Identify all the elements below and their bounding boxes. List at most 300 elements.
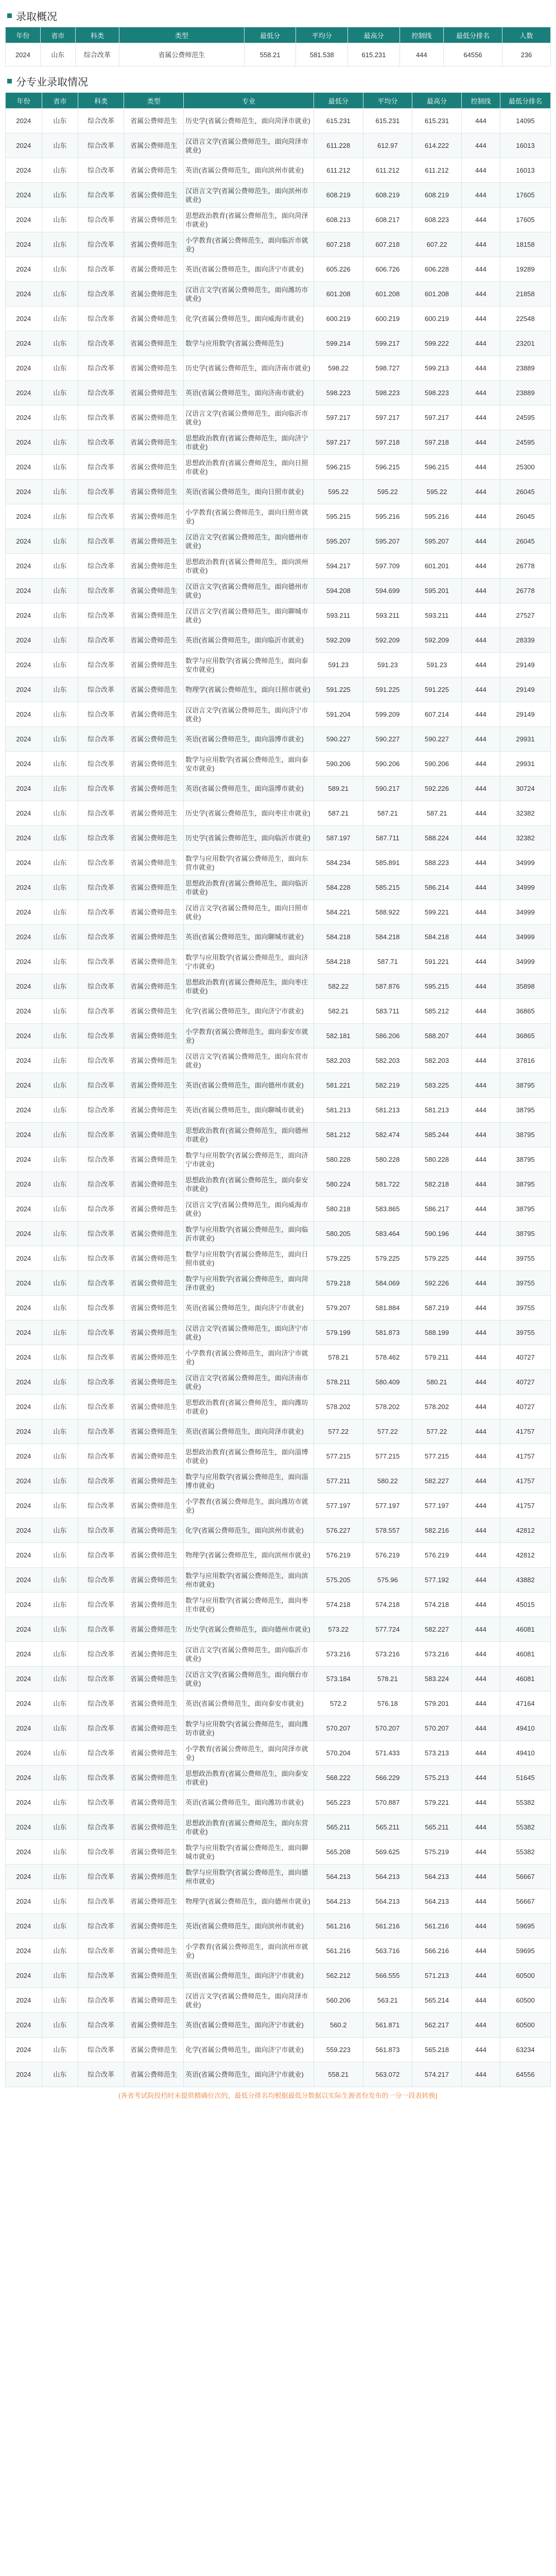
major-cell: 2024 bbox=[6, 455, 42, 480]
major-cell: 数学与应用数学(省属公费师范生，面向日照市就业) bbox=[184, 1246, 314, 1271]
major-cell: 山东 bbox=[42, 356, 78, 381]
major-cell: 587.711 bbox=[363, 826, 412, 851]
major-cell: 山东 bbox=[42, 1865, 78, 1889]
major-cell: 591.225 bbox=[314, 677, 363, 702]
major-cell: 444 bbox=[461, 480, 500, 504]
major-cell: 山东 bbox=[42, 554, 78, 579]
major-cell: 444 bbox=[461, 1370, 500, 1395]
major-cell: 省属公费师范生 bbox=[124, 900, 184, 925]
major-cell: 综合改革 bbox=[78, 2013, 124, 2038]
major-cell: 611.228 bbox=[314, 133, 363, 158]
major-cell: 综合改革 bbox=[78, 1469, 124, 1494]
major-cell: 综合改革 bbox=[78, 950, 124, 974]
major-cell: 综合改革 bbox=[78, 455, 124, 480]
major-cell: 综合改革 bbox=[78, 752, 124, 776]
major-cell: 592.226 bbox=[412, 1271, 462, 1296]
major-cell: 579.225 bbox=[314, 1246, 363, 1271]
major-cell: 444 bbox=[461, 109, 500, 133]
major-cell: 省属公费师范生 bbox=[124, 603, 184, 628]
major-cell: 444 bbox=[461, 826, 500, 851]
major-cell: 575.205 bbox=[314, 1568, 363, 1592]
major-cell: 597.709 bbox=[363, 554, 412, 579]
major-cell: 444 bbox=[461, 1889, 500, 1914]
major-cell: 583.225 bbox=[412, 1073, 462, 1098]
major-cell: 省属公费师范生 bbox=[124, 1889, 184, 1914]
major-cell: 历史学(省属公费师范生，面向临沂市就业) bbox=[184, 826, 314, 851]
major-cell: 584.234 bbox=[314, 851, 363, 875]
table-row bbox=[6, 1271, 551, 1296]
major-cell: 590.227 bbox=[314, 727, 363, 752]
table-row bbox=[6, 1617, 551, 1642]
major-cell: 2024 bbox=[6, 999, 42, 1024]
major-cell: 580.228 bbox=[363, 1147, 412, 1172]
major-cell: 2024 bbox=[6, 1395, 42, 1419]
major-cell: 36865 bbox=[500, 1024, 550, 1048]
major-cell: 英语(省属公费师范生，面向济宁市就业) bbox=[184, 1296, 314, 1320]
major-cell: 省属公费师范生 bbox=[124, 1345, 184, 1370]
major-cell: 595.216 bbox=[412, 504, 462, 529]
major-cell: 汉语言文学(省属公费师范生，面向东营市就业) bbox=[184, 1048, 314, 1073]
major-cell: 595.207 bbox=[363, 529, 412, 554]
major-cell: 山东 bbox=[42, 1568, 78, 1592]
major-cell: 山东 bbox=[42, 925, 78, 950]
major-cell: 山东 bbox=[42, 133, 78, 158]
major-cell: 580.205 bbox=[314, 1222, 363, 1246]
major-cell: 汉语言文学(省属公费师范生，面向烟台市就业) bbox=[184, 1667, 314, 1691]
major-cell: 山东 bbox=[42, 1840, 78, 1865]
major-cell: 586.214 bbox=[412, 875, 462, 900]
major-cell: 山东 bbox=[42, 1320, 78, 1345]
table-row bbox=[6, 1741, 551, 1766]
major-cell: 30724 bbox=[500, 776, 550, 801]
major-cell: 山东 bbox=[42, 851, 78, 875]
major-cell: 560.206 bbox=[314, 1988, 363, 2013]
major-header-cell: 省市 bbox=[42, 93, 78, 109]
major-cell: 41757 bbox=[500, 1419, 550, 1444]
major-cell: 444 bbox=[461, 405, 500, 430]
major-cell: 579.225 bbox=[363, 1246, 412, 1271]
major-cell: 山东 bbox=[42, 653, 78, 677]
major-cell: 山东 bbox=[42, 1617, 78, 1642]
major-cell: 2024 bbox=[6, 1024, 42, 1048]
major-cell: 579.201 bbox=[412, 1691, 462, 1716]
table-row bbox=[6, 925, 551, 950]
major-cell: 汉语言文学(省属公费师范生，面向潍坊市就业) bbox=[184, 282, 314, 307]
major-cell: 汉语言文学(省属公费师范生，面向济宁市就业) bbox=[184, 702, 314, 727]
major-cell: 综合改革 bbox=[78, 1048, 124, 1073]
major-cell: 2024 bbox=[6, 925, 42, 950]
major-cell: 578.462 bbox=[363, 1345, 412, 1370]
major-cell: 594.217 bbox=[314, 554, 363, 579]
major-cell: 综合改革 bbox=[78, 900, 124, 925]
major-cell: 580.22 bbox=[363, 1469, 412, 1494]
major-cell: 588.207 bbox=[412, 1024, 462, 1048]
major-cell: 综合改革 bbox=[78, 1963, 124, 1988]
major-cell: 570.207 bbox=[314, 1716, 363, 1741]
major-cell: 38795 bbox=[500, 1147, 550, 1172]
major-cell: 历史学(省属公费师范生，面向德州市就业) bbox=[184, 1617, 314, 1642]
major-cell: 14095 bbox=[500, 109, 550, 133]
major-cell: 山东 bbox=[42, 1939, 78, 1963]
table-row bbox=[6, 331, 551, 356]
major-cell: 444 bbox=[461, 208, 500, 232]
overview-cell: 615.231 bbox=[348, 43, 400, 66]
major-cell: 577.192 bbox=[412, 1568, 462, 1592]
major-cell: 598.223 bbox=[363, 381, 412, 405]
major-cell: 综合改革 bbox=[78, 1222, 124, 1246]
major-cell: 2024 bbox=[6, 232, 42, 257]
major-cell: 山东 bbox=[42, 1024, 78, 1048]
major-cell: 综合改革 bbox=[78, 183, 124, 208]
major-cell: 444 bbox=[461, 974, 500, 999]
major-cell: 综合改革 bbox=[78, 727, 124, 752]
major-cell: 综合改革 bbox=[78, 776, 124, 801]
major-cell: 590.217 bbox=[363, 776, 412, 801]
major-cell: 省属公费师范生 bbox=[124, 1592, 184, 1617]
major-cell: 444 bbox=[461, 776, 500, 801]
major-cell: 2024 bbox=[6, 776, 42, 801]
major-cell: 省属公费师范生 bbox=[124, 1716, 184, 1741]
major-cell: 山东 bbox=[42, 1345, 78, 1370]
major-cell: 省属公费师范生 bbox=[124, 1543, 184, 1568]
major-cell: 565.208 bbox=[314, 1840, 363, 1865]
major-cell: 40727 bbox=[500, 1345, 550, 1370]
major-cell: 576.227 bbox=[314, 1518, 363, 1543]
major-cell: 省属公费师范生 bbox=[124, 1469, 184, 1494]
major-cell: 29149 bbox=[500, 702, 550, 727]
major-cell: 575.219 bbox=[412, 1840, 462, 1865]
major-cell: 580.218 bbox=[314, 1197, 363, 1222]
major-cell: 综合改革 bbox=[78, 529, 124, 554]
major-cell: 省属公费师范生 bbox=[124, 702, 184, 727]
major-cell: 608.213 bbox=[314, 208, 363, 232]
major-cell: 小学教育(省属公费师范生，面向潍坊市就业) bbox=[184, 1494, 314, 1518]
major-cell: 综合改革 bbox=[78, 1543, 124, 1568]
major-cell: 2024 bbox=[6, 1741, 42, 1766]
major-cell: 577.197 bbox=[314, 1494, 363, 1518]
major-cell: 英语(省属公费师范生，面向济宁市就业) bbox=[184, 2062, 314, 2087]
major-cell: 444 bbox=[461, 2062, 500, 2087]
major-cell: 21858 bbox=[500, 282, 550, 307]
overview-header-cell: 平均分 bbox=[296, 27, 348, 43]
major-cell: 汉语言文学(省属公费师范生，面向菏泽市就业) bbox=[184, 1988, 314, 2013]
major-cell: 2024 bbox=[6, 208, 42, 232]
major-cell: 2024 bbox=[6, 851, 42, 875]
major-cell: 小学教育(省属公费师范生，面向菏泽市就业) bbox=[184, 1741, 314, 1766]
major-cell: 579.218 bbox=[314, 1271, 363, 1296]
major-cell: 582.203 bbox=[363, 1048, 412, 1073]
major-cell: 数学与应用数学(省属公费师范生，面向淄博市就业) bbox=[184, 1469, 314, 1494]
major-header-cell: 最低分排名 bbox=[500, 93, 550, 109]
major-cell: 综合改革 bbox=[78, 1419, 124, 1444]
major-cell: 577.22 bbox=[412, 1419, 462, 1444]
major-cell: 594.699 bbox=[363, 579, 412, 603]
major-cell: 山东 bbox=[42, 1988, 78, 2013]
overview-cell: 2024 bbox=[6, 43, 41, 66]
major-cell: 省属公费师范生 bbox=[124, 1222, 184, 1246]
major-cell: 综合改革 bbox=[78, 554, 124, 579]
major-cell: 24595 bbox=[500, 405, 550, 430]
major-cell: 564.213 bbox=[363, 1889, 412, 1914]
major-cell: 化学(省属公费师范生，面向滨州市就业) bbox=[184, 1518, 314, 1543]
major-cell: 省属公费师范生 bbox=[124, 2013, 184, 2038]
major-cell: 596.215 bbox=[363, 455, 412, 480]
table-row bbox=[6, 1246, 551, 1271]
table-row bbox=[6, 727, 551, 752]
overview-cell: 64556 bbox=[444, 43, 502, 66]
table-row bbox=[6, 183, 551, 208]
major-cell: 2024 bbox=[6, 1469, 42, 1494]
major-header-row bbox=[6, 93, 551, 109]
table-row bbox=[6, 405, 551, 430]
major-cell: 综合改革 bbox=[78, 1568, 124, 1592]
major-cell: 综合改革 bbox=[78, 1790, 124, 1815]
table-row bbox=[6, 826, 551, 851]
major-cell: 444 bbox=[461, 1617, 500, 1642]
major-cell: 598.22 bbox=[314, 356, 363, 381]
major-cell: 省属公费师范生 bbox=[124, 1048, 184, 1073]
major-cell: 英语(省属公费师范生，面向日照市就业) bbox=[184, 480, 314, 504]
major-cell: 576.219 bbox=[412, 1543, 462, 1568]
table-row bbox=[6, 1469, 551, 1494]
major-cell: 省属公费师范生 bbox=[124, 1840, 184, 1865]
major-cell: 580.224 bbox=[314, 1172, 363, 1197]
major-cell: 598.727 bbox=[363, 356, 412, 381]
major-cell: 571.213 bbox=[412, 1963, 462, 1988]
major-cell: 561.216 bbox=[314, 1914, 363, 1939]
major-cell: 444 bbox=[461, 1172, 500, 1197]
major-cell: 英语(省属公费师范生，面向聊城市就业) bbox=[184, 1098, 314, 1123]
major-cell: 2024 bbox=[6, 752, 42, 776]
major-cell: 444 bbox=[461, 1123, 500, 1147]
major-cell: 38795 bbox=[500, 1123, 550, 1147]
major-body bbox=[6, 109, 551, 2087]
major-cell: 55382 bbox=[500, 1815, 550, 1840]
major-cell: 综合改革 bbox=[78, 851, 124, 875]
major-cell: 583.865 bbox=[363, 1197, 412, 1222]
major-cell: 565.223 bbox=[314, 1790, 363, 1815]
major-cell: 2024 bbox=[6, 1914, 42, 1939]
table-row bbox=[6, 875, 551, 900]
major-cell: 综合改革 bbox=[78, 1741, 124, 1766]
table-row bbox=[6, 1370, 551, 1395]
major-cell: 444 bbox=[461, 1073, 500, 1098]
major-cell: 615.231 bbox=[412, 109, 462, 133]
major-cell: 561.216 bbox=[412, 1914, 462, 1939]
major-cell: 数学与应用数学(省属公费师范生，面向德州市就业) bbox=[184, 1865, 314, 1889]
major-cell: 600.219 bbox=[363, 307, 412, 331]
major-cell: 综合改革 bbox=[78, 1988, 124, 2013]
major-cell: 化学(省属公费师范生，面向济宁市就业) bbox=[184, 2038, 314, 2062]
major-cell: 597.217 bbox=[363, 405, 412, 430]
major-cell: 588.199 bbox=[412, 1320, 462, 1345]
major-cell: 26045 bbox=[500, 504, 550, 529]
major-cell: 582.181 bbox=[314, 1024, 363, 1048]
overview-header-cell: 最低分 bbox=[244, 27, 296, 43]
major-cell: 思想政治教育(省属公费师范生，面向济宁市就业) bbox=[184, 430, 314, 455]
major-cell: 2024 bbox=[6, 1716, 42, 1741]
table-row bbox=[6, 702, 551, 727]
major-cell: 41757 bbox=[500, 1469, 550, 1494]
major-cell: 综合改革 bbox=[78, 109, 124, 133]
major-cell: 山东 bbox=[42, 1889, 78, 1914]
table-row bbox=[6, 1197, 551, 1222]
major-cell: 29149 bbox=[500, 677, 550, 702]
major-cell: 2024 bbox=[6, 1345, 42, 1370]
major-cell: 综合改革 bbox=[78, 875, 124, 900]
major-cell: 省属公费师范生 bbox=[124, 133, 184, 158]
major-cell: 综合改革 bbox=[78, 579, 124, 603]
major-cell: 444 bbox=[461, 529, 500, 554]
major-cell: 564.213 bbox=[412, 1889, 462, 1914]
major-cell: 综合改革 bbox=[78, 1370, 124, 1395]
major-cell: 60500 bbox=[500, 1963, 550, 1988]
major-cell: 25300 bbox=[500, 455, 550, 480]
major-cell: 2024 bbox=[6, 1592, 42, 1617]
major-header-cell: 专业 bbox=[184, 93, 314, 109]
major-cell: 小学教育(省属公费师范生，面向临沂市就业) bbox=[184, 232, 314, 257]
major-cell: 2024 bbox=[6, 1988, 42, 2013]
major-cell: 省属公费师范生 bbox=[124, 455, 184, 480]
major-cell: 581.873 bbox=[363, 1320, 412, 1345]
major-cell: 综合改革 bbox=[78, 405, 124, 430]
major-cell: 574.217 bbox=[412, 2062, 462, 2087]
major-cell: 综合改革 bbox=[78, 1098, 124, 1123]
major-cell: 2024 bbox=[6, 2013, 42, 2038]
table-row bbox=[6, 1592, 551, 1617]
table-row bbox=[6, 232, 551, 257]
major-cell: 2024 bbox=[6, 579, 42, 603]
major-cell: 山东 bbox=[42, 381, 78, 405]
major-cell: 577.211 bbox=[314, 1469, 363, 1494]
major-cell: 606.726 bbox=[363, 257, 412, 282]
major-cell: 2024 bbox=[6, 183, 42, 208]
major-cell: 山东 bbox=[42, 430, 78, 455]
major-cell: 444 bbox=[461, 875, 500, 900]
section-marker-icon bbox=[7, 79, 12, 83]
major-cell: 587.21 bbox=[314, 801, 363, 826]
major-cell: 444 bbox=[461, 1568, 500, 1592]
major-cell: 小学教育(省属公费师范生，面向济宁市就业) bbox=[184, 1345, 314, 1370]
major-cell: 34999 bbox=[500, 851, 550, 875]
major-cell: 数学与应用数学(省属公费师范生，面向潍坊市就业) bbox=[184, 1716, 314, 1741]
table-row bbox=[6, 2013, 551, 2038]
major-cell: 579.221 bbox=[412, 1790, 462, 1815]
overview-header-cell: 省市 bbox=[40, 27, 75, 43]
major-cell: 2024 bbox=[6, 554, 42, 579]
major-cell: 省属公费师范生 bbox=[124, 480, 184, 504]
major-cell: 2024 bbox=[6, 1691, 42, 1716]
major-cell: 592.226 bbox=[412, 776, 462, 801]
major-cell: 583.464 bbox=[363, 1222, 412, 1246]
major-cell: 581.221 bbox=[314, 1073, 363, 1098]
major-header-cell: 最高分 bbox=[412, 93, 462, 109]
table-row bbox=[6, 1296, 551, 1320]
major-cell: 历史学(省属公费师范生，面向枣庄市就业) bbox=[184, 801, 314, 826]
major-cell: 577.724 bbox=[363, 1617, 412, 1642]
major-cell: 小学教育(省属公费师范生，面向滨州市就业) bbox=[184, 1939, 314, 1963]
major-cell: 592.209 bbox=[363, 628, 412, 653]
major-cell: 山东 bbox=[42, 183, 78, 208]
major-cell: 599.213 bbox=[412, 356, 462, 381]
table-row bbox=[6, 603, 551, 628]
major-cell: 2024 bbox=[6, 1939, 42, 1963]
major-cell: 山东 bbox=[42, 1123, 78, 1147]
major-cell: 综合改革 bbox=[78, 1073, 124, 1098]
major-cell: 560.2 bbox=[314, 2013, 363, 2038]
major-cell: 2024 bbox=[6, 158, 42, 183]
major-cell: 山东 bbox=[42, 282, 78, 307]
major-cell: 2024 bbox=[6, 628, 42, 653]
table-row bbox=[6, 1963, 551, 1988]
major-cell: 山东 bbox=[42, 307, 78, 331]
major-cell: 570.204 bbox=[314, 1741, 363, 1766]
major-cell: 583.711 bbox=[363, 999, 412, 1024]
major-cell: 46081 bbox=[500, 1667, 550, 1691]
major-cell: 2024 bbox=[6, 2038, 42, 2062]
major-cell: 34999 bbox=[500, 875, 550, 900]
major-cell: 582.219 bbox=[363, 1073, 412, 1098]
major-cell: 28339 bbox=[500, 628, 550, 653]
major-cell: 综合改革 bbox=[78, 925, 124, 950]
major-cell: 444 bbox=[461, 1469, 500, 1494]
table-row bbox=[6, 430, 551, 455]
major-cell: 595.22 bbox=[363, 480, 412, 504]
major-cell: 综合改革 bbox=[78, 1024, 124, 1048]
major-cell: 591.204 bbox=[314, 702, 363, 727]
major-cell: 2024 bbox=[6, 1815, 42, 1840]
major-cell: 444 bbox=[461, 554, 500, 579]
major-cell: 444 bbox=[461, 1296, 500, 1320]
major-cell: 2024 bbox=[6, 381, 42, 405]
major-cell: 山东 bbox=[42, 232, 78, 257]
major-cell: 综合改革 bbox=[78, 677, 124, 702]
major-cell: 省属公费师范生 bbox=[124, 974, 184, 999]
major-cell: 山东 bbox=[42, 1444, 78, 1469]
major-cell: 444 bbox=[461, 1320, 500, 1345]
major-cell: 山东 bbox=[42, 1098, 78, 1123]
major-cell: 444 bbox=[461, 1271, 500, 1296]
major-cell: 444 bbox=[461, 1222, 500, 1246]
major-cell: 46081 bbox=[500, 1617, 550, 1642]
major-cell: 英语(省属公费师范生，面向济南市就业) bbox=[184, 381, 314, 405]
major-cell: 山东 bbox=[42, 1790, 78, 1815]
major-cell: 575.213 bbox=[412, 1766, 462, 1790]
major-cell: 综合改革 bbox=[78, 653, 124, 677]
major-cell: 582.203 bbox=[412, 1048, 462, 1073]
major-cell: 593.211 bbox=[412, 603, 462, 628]
major-cell: 444 bbox=[461, 603, 500, 628]
table-row bbox=[6, 109, 551, 133]
major-cell: 577.215 bbox=[363, 1444, 412, 1469]
major-cell: 444 bbox=[461, 1988, 500, 2013]
major-cell: 444 bbox=[461, 579, 500, 603]
major-cell: 614.222 bbox=[412, 133, 462, 158]
table-row bbox=[6, 628, 551, 653]
major-cell: 444 bbox=[461, 1716, 500, 1741]
major-cell: 省属公费师范生 bbox=[124, 529, 184, 554]
major-cell: 省属公费师范生 bbox=[124, 1098, 184, 1123]
major-cell: 565.211 bbox=[363, 1815, 412, 1840]
major-cell: 省属公费师范生 bbox=[124, 381, 184, 405]
major-cell: 597.217 bbox=[314, 405, 363, 430]
overview-cell: 558.21 bbox=[244, 43, 296, 66]
major-cell: 数学与应用数学(省属公费师范生，面向东营市就业) bbox=[184, 851, 314, 875]
major-cell: 省属公费师范生 bbox=[124, 257, 184, 282]
major-cell: 444 bbox=[461, 727, 500, 752]
major-cell: 山东 bbox=[42, 109, 78, 133]
major-cell: 579.207 bbox=[314, 1296, 363, 1320]
